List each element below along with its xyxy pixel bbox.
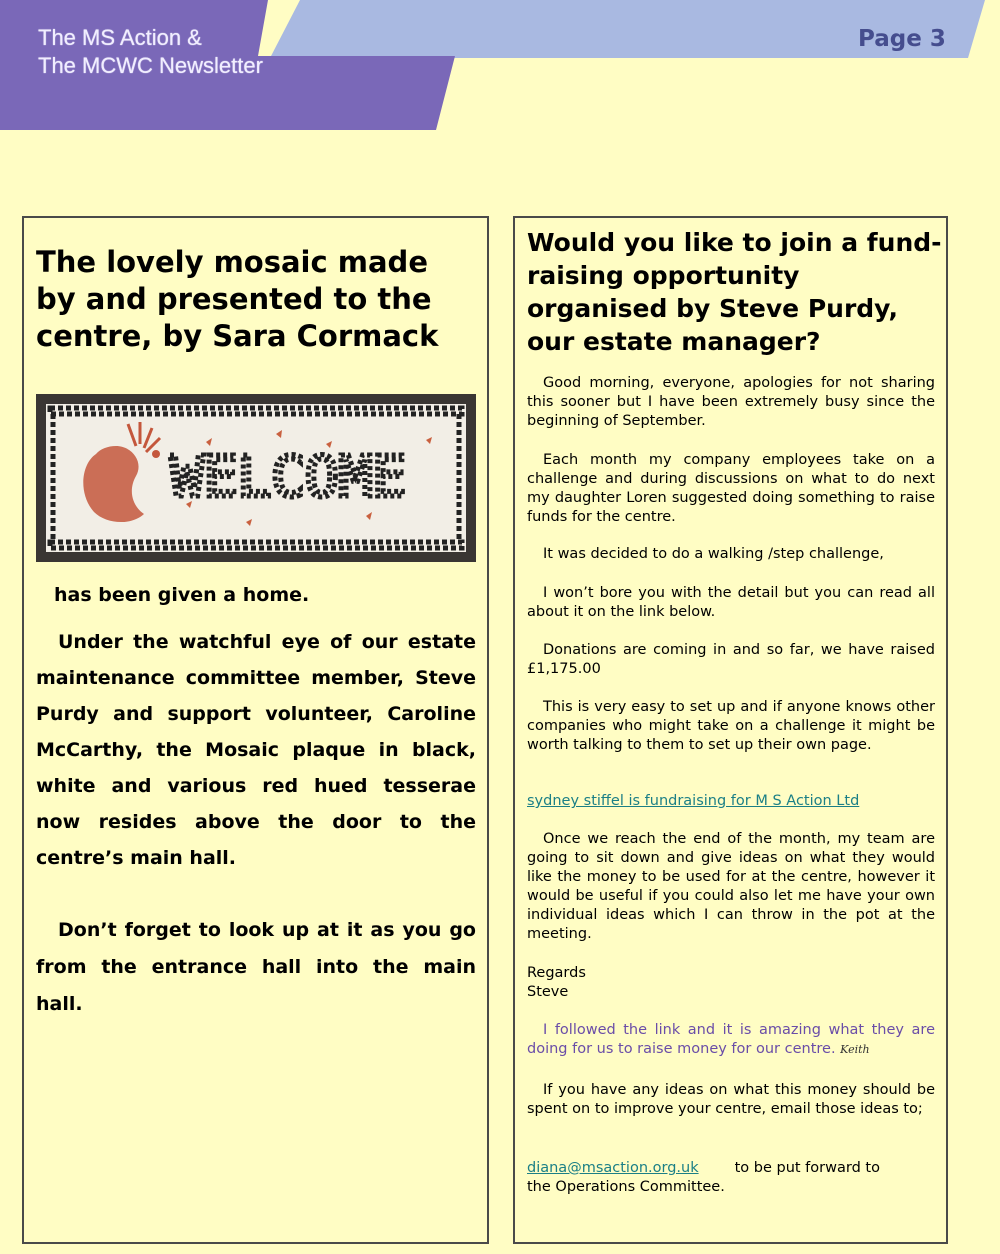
right-paragraph-4: I won’t bore you with the detail but you can read all about it on the link below. (527, 585, 935, 620)
email-line (527, 1159, 935, 1197)
mosaic-word: WELCOME (170, 445, 407, 510)
keith-note (527, 1021, 935, 1059)
operations-committee-text: the Operations Committee. (527, 1179, 725, 1195)
right-paragraph-3: It was decided to do a walking /step challenge, (543, 546, 884, 562)
left-article (22, 216, 489, 1244)
left-article-heading: The lovely mosaic made by and presented to the centre, by Sara Cormack (36, 245, 439, 353)
keith-signature: Keith (840, 1043, 870, 1056)
regards-text: Regards (527, 965, 586, 981)
left-paragraph-2: Under the watchful eye of our estate maintenance committee member, Steve Purdy and support volunteer, Caroline McCarthy, the Mosaic plaque in black, white and various red hued tesserae now resides above the door to the centre’s main hall. (36, 631, 476, 869)
header-banner (0, 0, 1000, 130)
right-paragraph-5: Donations are coming in and so far, we have raised £1,175.00 (527, 642, 935, 677)
signoff-name: Steve (527, 984, 569, 1000)
email-link[interactable]: diana@msaction.org.uk (527, 1160, 699, 1176)
keith-note-text: I followed the link and it is amazing what they are doing for us to raise money for our centre. (527, 1022, 935, 1057)
right-paragraph-8: If you have any ideas on what this money should be spent on to improve your centre, email those ideas to; (527, 1082, 935, 1117)
title-line-1: The MS Action & (38, 25, 202, 50)
regards-block (527, 964, 935, 1002)
right-paragraph-2: Each month my company employees take on a challenge and during discussions on what to do next my daughter Loren suggested doing something to raise funds for the centre. (527, 452, 935, 525)
fundraising-link[interactable]: sydney stiffel is fundraising for M S Action Ltd (527, 793, 860, 809)
email-line-text: to be put forward to (734, 1160, 880, 1176)
right-article (513, 216, 948, 1244)
right-paragraph-6: This is very easy to set up and if anyone knows other companies who might take on a challenge it might be worth talking to them to set up their own page. (527, 699, 935, 753)
welcome-mosaic-image (36, 394, 476, 562)
page-number: Page 3 (858, 26, 946, 52)
right-paragraph-7: Once we reach the end of the month, my team are going to sit down and give ideas on what they would like the money to be used for at the centre, however it would be useful if you could also let me have your own individual ideas which I can throw in the pot at the meeting. (527, 831, 935, 942)
right-paragraph-1: Good morning, everyone, apologies for not sharing this sooner but I have been extremely busy since the beginning of September. (527, 375, 935, 429)
left-paragraph-1: has been given a home. (54, 584, 310, 606)
right-article-heading: Would you like to join a fund-raising opportunity organised by Steve Purdy, our estate manager? (527, 228, 942, 356)
left-paragraph-3: Don’t forget to look up at it as you go from the entrance hall into the main hall. (36, 919, 476, 1015)
newsletter-title (38, 24, 263, 80)
title-line-2: The MCWC Newsletter (38, 53, 263, 78)
